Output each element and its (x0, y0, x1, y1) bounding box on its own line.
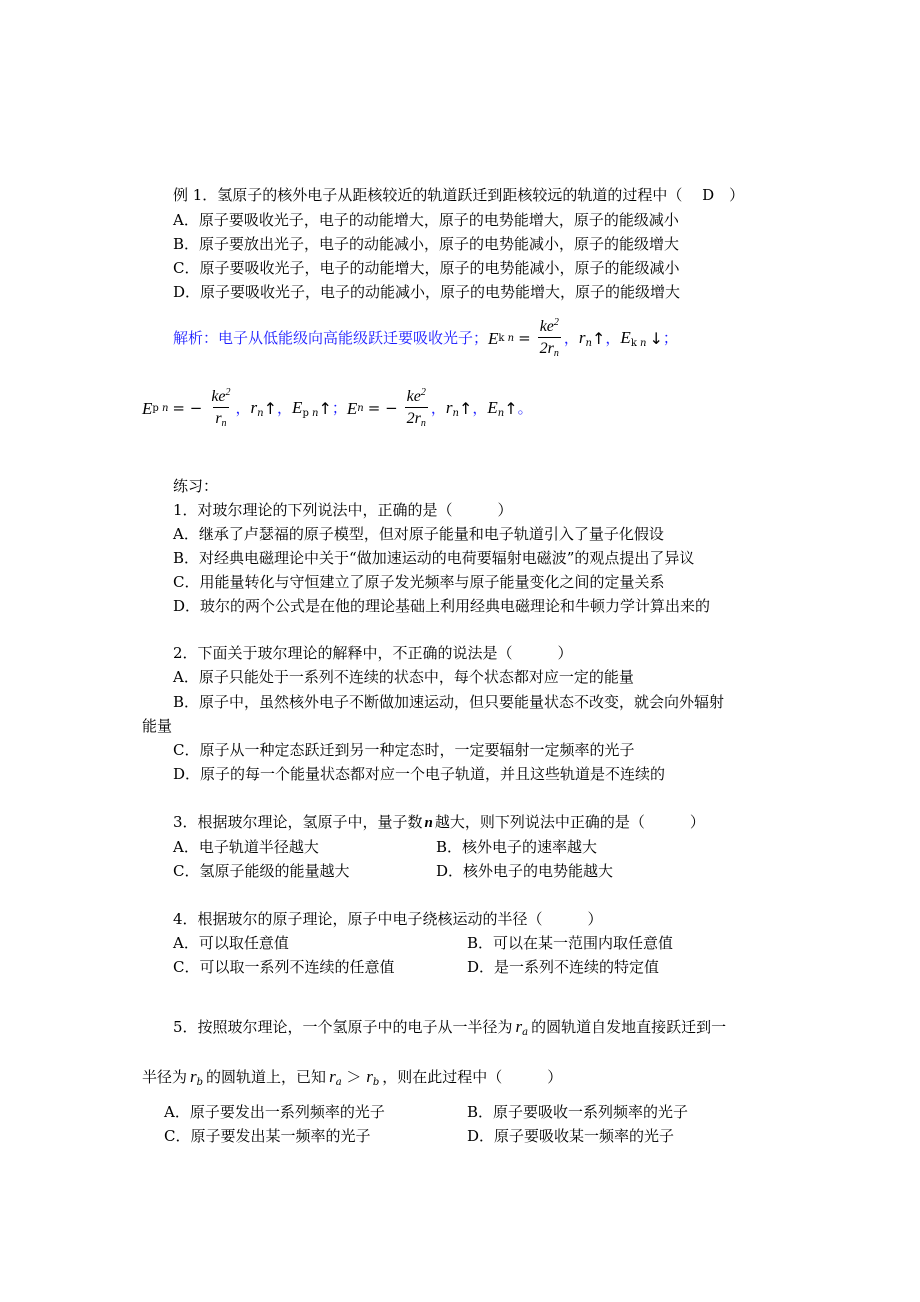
q2-stem: 2．下面关于玻尔理论的解释中，不正确的说法是（ ） (173, 644, 573, 662)
inequality-ra-gt-rb: $r_a > r_b$ (329, 1067, 380, 1088)
up-arrow-icon: ↑ (504, 398, 518, 418)
practice-heading: 练习： (173, 477, 219, 495)
example-stem: 例 1．氢原子的核外电子从距核较近的轨道跃迁到距核较远的轨道的过程中（ D ） (173, 186, 745, 204)
q2-option-b-line1: B．原子中，虽然核外电子不断做加速运动，但只要能量状态不改变，就会向外辐射 (173, 693, 725, 711)
radius-ra: $r_a$ (515, 1017, 529, 1038)
example-option-a: A．原子要吸收光子，电子的动能增大，原子的电势能增大，原子的能级减小 (173, 211, 679, 229)
analysis-line-1: 解析：电子从低能级向高能级跃迁要吸收光子； E k n = $\frac{ke^2}{2r_n}$ ， $r_n$ ↑ ， $E_{k n}$ ↓ ； (173, 317, 678, 359)
q5-stem-line1: 5．按照玻尔理论，一个氢原子中的电子从一半径为 $r_a$ 的圆轨道自发地直接跃迁到一 (173, 1017, 727, 1038)
up-arrow-icon: ↑ (318, 398, 332, 418)
q5-option-c: C．原子要发出某一频率的光子 (164, 1127, 371, 1145)
q1-option-b: B．对经典电磁理论中关于“做加速运动的电荷要辐射电磁波”的观点提出了异议 (173, 549, 695, 567)
q1-stem: 1．对玻尔理论的下列说法中，正确的是（ ） (173, 501, 513, 519)
q2-option-c: C．原子从一种定态跃迁到另一种定态时，一定要辐射一定频率的光子 (173, 741, 635, 759)
example-option-c: C．原子要吸收光子，电子的动能增大，原子的电势能减小，原子的能级减小 (173, 259, 680, 277)
q4-option-d: D．是一系列不连续的特定值 (467, 958, 660, 976)
q5-option-b: B．原子要吸收一系列频率的光子 (467, 1103, 689, 1121)
q5-option-a: A．原子要发出一系列频率的光子 (164, 1103, 385, 1121)
radius-rb: $r_b$ (190, 1067, 204, 1088)
q1-option-d: D．玻尔的两个公式是在他的理论基础上利用经典电磁理论和牛顿力学计算出来的 (173, 597, 711, 615)
q3-stem: 3．根据玻尔理论，氢原子中，量子数 n 越大，则下列说法中正确的是（ ） (173, 813, 705, 831)
up-arrow-icon: ↑ (458, 398, 473, 418)
q3-option-b: B．核外电子的速率越大 (436, 838, 598, 856)
q1-option-a: A．继承了卢瑟福的原子模型，但对原子能量和电子轨道引入了量子化假设 (173, 525, 664, 543)
q3-option-c: C．氢原子能级的能量越大 (173, 862, 350, 880)
formula-ep: E p n = − $\frac{ke^2}{r_n}$ (142, 387, 231, 429)
analysis-prefix: 解析：电子从低能级向高能级跃迁要吸收光子； (173, 329, 489, 347)
q4-option-a: A．可以取任意值 (173, 934, 289, 952)
up-arrow-icon: ↑ (263, 398, 278, 418)
q3-option-d: D．核外电子的电势能越大 (436, 862, 614, 880)
q2-option-b-line2: 能量 (142, 717, 173, 735)
q1-option-c: C．用能量转化与守恒建立了原子发光频率与原子能量变化之间的定量关系 (173, 573, 665, 591)
example-option-d: D．原子要吸收光子，电子的动能减小，原子的电势能增大，原子的能级增大 (173, 283, 681, 301)
q2-option-d: D．原子的每一个能量状态都对应一个电子轨道，并且这些轨道是不连续的 (173, 765, 666, 783)
q5-stem-line2: 半径为 $r_b$ 的圆轨道上，已知 $r_a > r_b$ ，则在此过程中（ ） (142, 1067, 563, 1088)
q5-option-d: D．原子要吸收某一频率的光子 (467, 1127, 675, 1145)
analysis-line-2: E p n = − $\frac{ke^2}{r_n}$ ， $r_n$ ↑ ， $E_{p n}$ ↑ ； E n = − $\frac{ke^2}{2r_n}$ ， $r_n$ ↑ ， $E_n$ ↑ 。 (142, 387, 533, 429)
example-option-b: B．原子要放出光子，电子的动能减小，原子的电势能减小，原子的能级增大 (173, 235, 680, 253)
q4-option-c: C．可以取一系列不连续的任意值 (173, 958, 395, 976)
q2-option-a: A．原子只能处于一系列不连续的状态中，每个状态都对应一定的能量 (173, 668, 634, 686)
q4-option-b: B．可以在某一范围内取任意值 (467, 934, 674, 952)
formula-ek: E k n = $\frac{ke^2}{2r_n}$ (488, 317, 559, 359)
q3-option-a: A．电子轨道半径越大 (173, 838, 319, 856)
quantum-number-n: n (424, 815, 433, 831)
down-arrow-icon: ↓ (649, 328, 663, 348)
q4-stem: 4．根据玻尔的原子理论，原子中电子绕核运动的半径（ ） (173, 910, 603, 928)
up-arrow-icon: ↑ (592, 328, 606, 348)
formula-en: E n = − $\frac{ke^2}{2r_n}$ (346, 387, 426, 429)
